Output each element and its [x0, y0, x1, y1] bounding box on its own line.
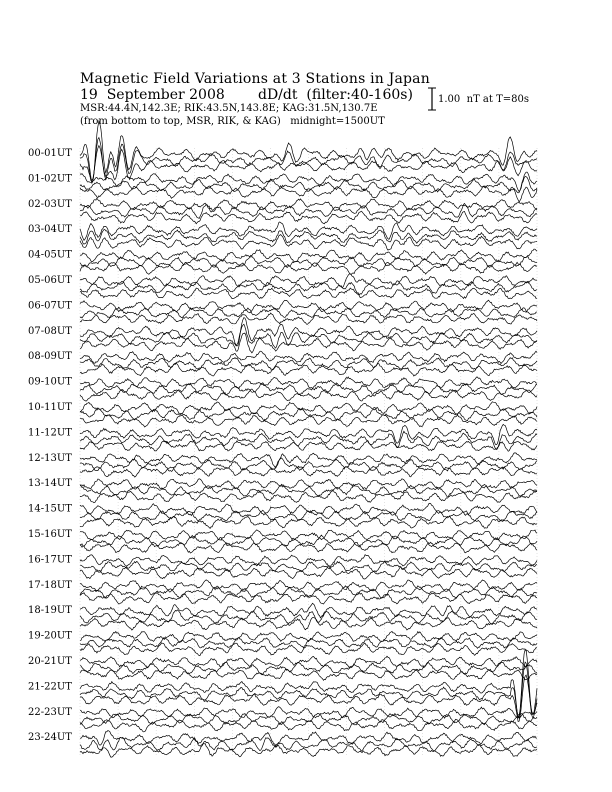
hour-row-label: 20-21UT	[28, 656, 72, 667]
hour-row-label: 16-17UT	[28, 554, 72, 566]
trace-rik	[80, 562, 537, 572]
trace-msr	[80, 580, 537, 592]
hour-row-label: 21-22UT	[28, 681, 72, 693]
hour-row-label: 05-06UT	[28, 275, 72, 286]
chart-title: Magnetic Field Variations at 3 Stations in Japan	[80, 71, 430, 87]
hour-row-label: 07-08UT	[28, 325, 72, 337]
hour-row-label: 15-16UT	[28, 529, 72, 540]
trace-kag	[80, 415, 537, 427]
trace-kag	[80, 146, 537, 181]
hour-row-label: 02-03UT	[28, 198, 72, 210]
trace-order-note: (from bottom to top, MSR, RIK, & KAG) midnight=1500UT	[80, 116, 385, 127]
hour-row-label: 18-19UT	[28, 605, 72, 617]
hour-row-label: 08-09UT	[28, 351, 72, 363]
station-coordinates: MSR:44.4N,142.3E; RIK:43.5N,143.8E; KAG:31.5N,130.7E	[80, 103, 378, 114]
trace-rik	[80, 324, 537, 348]
hour-row-label: 10-11UT	[28, 402, 72, 413]
trace-msr	[80, 650, 537, 718]
hour-row-label: 14-15UT	[28, 503, 72, 515]
trace-msr	[80, 731, 537, 746]
hour-row-label: 01-02UT	[28, 173, 72, 185]
scale-bar-label: 1.00 nT at T=80s	[438, 94, 529, 105]
trace-rik	[80, 510, 537, 521]
trace-kag	[80, 363, 537, 376]
hour-row-label: 23-24UT	[28, 732, 72, 744]
trace-kag	[80, 389, 537, 401]
trace-msr	[80, 121, 537, 183]
hour-row-label: 06-07UT	[28, 300, 72, 312]
hour-row-label: 12-13UT	[28, 452, 72, 464]
hour-row-label: 11-12UT	[28, 427, 72, 439]
hour-row-label: 17-18UT	[28, 579, 72, 591]
date-label: 19 September 2008	[80, 87, 225, 103]
hour-row-label: 04-05UT	[28, 249, 72, 261]
hour-row-label: 22-23UT	[28, 706, 72, 718]
hour-label-layer	[28, 148, 72, 743]
component-filter-label: dD/dt (filter:40-160s)	[258, 87, 413, 103]
hour-row-label: 13-14UT	[28, 478, 72, 490]
hour-row-label: 19-20UT	[28, 630, 72, 642]
hour-row-label: 03-04UT	[28, 224, 72, 236]
scale-bar	[428, 88, 436, 110]
hour-row-label: 09-10UT	[28, 376, 72, 388]
hour-row-label: 00-01UT	[28, 148, 72, 159]
